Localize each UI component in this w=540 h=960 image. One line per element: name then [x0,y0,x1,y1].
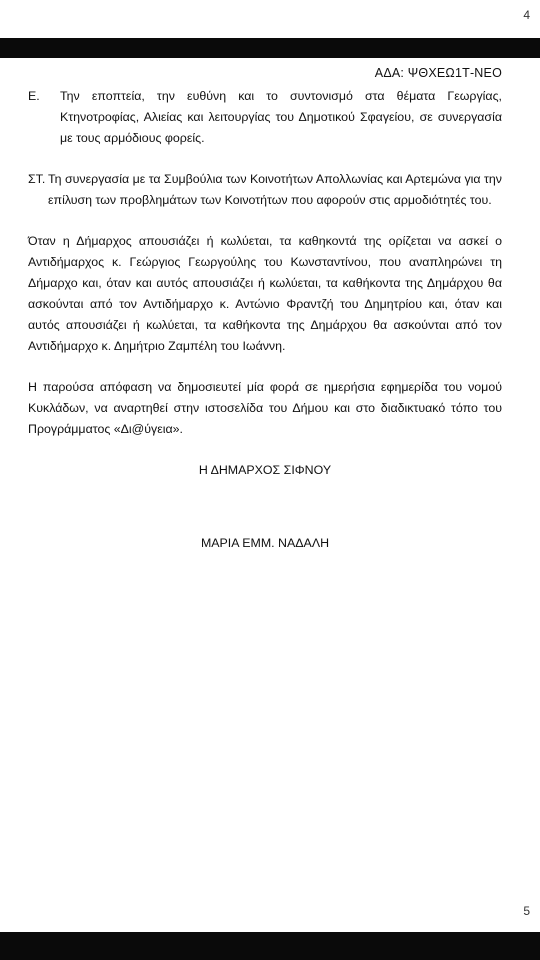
list-item-text: Την εποπτεία, την ευθύνη και το συντονισμό στα θέματα Γεωργίας, Κτηνοτροφίας, Αλιείας και λειτουργίας του Δημοτικού Σφαγείου, σε συνεργασία με τους αρμόδιους φορείς. [60,89,502,145]
list-item-st [28,169,502,211]
publication-paragraph: Η παρούσα απόφαση να δημοσιευτεί μία φορά σε ημερήσια εφημερίδα του νομού Κυκλάδων, να αναρτηθεί στην ιστοσελίδα του Δήμου και στο διαδικτυακό τόπο του Προγράμματος «Δι@ύγεια». [28,380,502,436]
ada-code: ΑΔΑ: ΨΘΧΕΩ1Τ-ΝΕΟ [374,66,502,80]
list-item-text: Τη συνεργασία με τα Συμβούλια των Κοινοτήτων Απολλωνίας και Αρτεμώνα για την επίλυση των προβλημάτων των Κοινοτήτων που αφορούν στις αρμοδιότητές του. [48,172,502,207]
signature-title: Η ΔΗΜΑΡΧΟΣ ΣΙΦΝΟΥ [198,463,332,477]
list-item-e [28,86,502,149]
bottom-page-number: 5 [523,904,530,918]
top-page-number: 4 [523,8,530,22]
signature-block [28,460,502,554]
list-marker: Ε. [28,89,40,103]
deputy-mayor-paragraph: Όταν η Δήμαρχος απουσιάζει ή κωλύεται, τα καθηκοντά της ορίζεται να ασκεί ο Αντιδήμαρχος κ. Γεώργιος Γεωργούλης του Κωνσταντίνου, που αναπληρώνει τη Δήμαρχο και, όταν και αυτός απουσιάζει ή κωλύεται, τα καθήκοντα της Δημάρχου θα ασκούνται από τον Αντιδήμαρχο κ. Αντώνιο Φραντζή του Δημητρίου και, όταν και αυτός απουσιάζει ή κωλύεται, τα καθήκοντα της Δημάρχου θα ασκούνται από τον Αντιδήμαρχο κ. Δημήτριο Ζαμπέλη του Ιωάννη. [28,234,502,353]
signature-name: ΜΑΡΙΑ ΕΜΜ. ΝΑΔΑΛΗ [200,536,330,550]
bottom-black-bar [0,932,540,960]
list-marker: ΣΤ. [28,172,46,186]
top-black-bar [0,38,540,58]
document-body [28,86,502,554]
